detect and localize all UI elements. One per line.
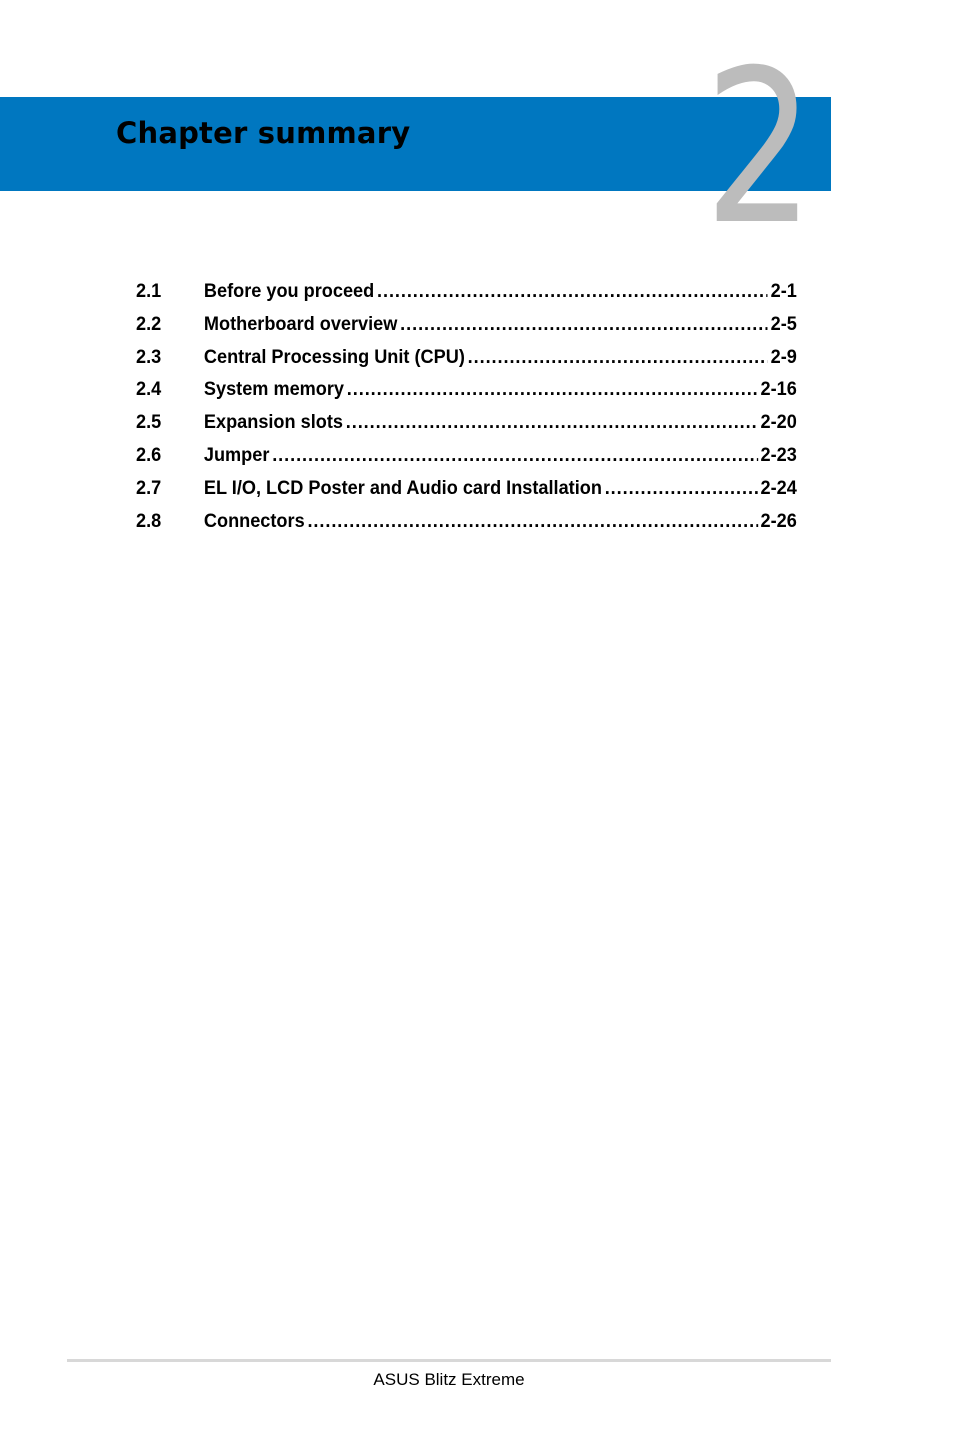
toc-entry[interactable] (136, 477, 797, 510)
footer-divider (67, 1359, 831, 1362)
toc-entry-page: 2-1 (770, 280, 797, 302)
toc-entry[interactable] (136, 346, 797, 379)
toc-dot-leader (272, 444, 758, 467)
toc-entry-page: 2-5 (770, 312, 797, 335)
toc-entry-page: 2-20 (760, 411, 797, 434)
toc-entry[interactable] (136, 378, 797, 411)
toc-entry-title: EL I/O, LCD Poster and Audio card Installation (203, 476, 602, 499)
toc-dot-leader (307, 510, 757, 533)
toc-entry-number: 2.7 (136, 476, 162, 499)
toc-entry-number: 2.3 (136, 345, 162, 368)
toc-entry-number: 2.8 (136, 509, 162, 532)
toc-entry-number: 2.1 (136, 280, 162, 302)
chapter-number: 2 (704, 24, 815, 271)
toc-entry[interactable] (136, 510, 797, 543)
table-of-contents (136, 280, 797, 542)
toc-entry-title: System memory (203, 378, 345, 401)
toc-dot-leader (468, 346, 768, 369)
toc-dot-leader (605, 477, 758, 500)
toc-dot-leader (400, 313, 768, 336)
toc-entry[interactable] (136, 313, 797, 346)
toc-entry[interactable] (136, 444, 797, 477)
toc-entry-number: 2.4 (136, 378, 162, 401)
toc-dot-leader (377, 280, 768, 303)
toc-entry-title: Connectors (203, 509, 305, 532)
toc-entry-title: Motherboard overview (203, 312, 398, 335)
toc-dot-leader (347, 378, 758, 401)
toc-entry-page: 2-16 (760, 378, 797, 401)
toc-entry-title: Expansion slots (203, 411, 343, 434)
toc-entry-number: 2.6 (136, 443, 162, 466)
toc-entry[interactable] (136, 411, 797, 444)
toc-entry[interactable] (136, 280, 797, 313)
footer-product-name: ASUS Blitz Extreme (373, 1370, 525, 1389)
toc-entry-page: 2-26 (760, 509, 797, 532)
toc-dot-leader (346, 411, 758, 434)
toc-entry-title: Central Processing Unit (CPU) (203, 345, 465, 368)
toc-entry-page: 2-9 (770, 345, 797, 368)
toc-entry-page: 2-24 (760, 476, 797, 499)
toc-entry-title: Jumper (203, 443, 270, 466)
toc-entry-number: 2.2 (136, 312, 162, 335)
chapter-title: Chapter summary (116, 116, 411, 150)
toc-entry-title: Before you proceed (203, 280, 375, 302)
toc-entry-number: 2.5 (136, 411, 162, 434)
toc-entry-page: 2-23 (760, 443, 797, 466)
